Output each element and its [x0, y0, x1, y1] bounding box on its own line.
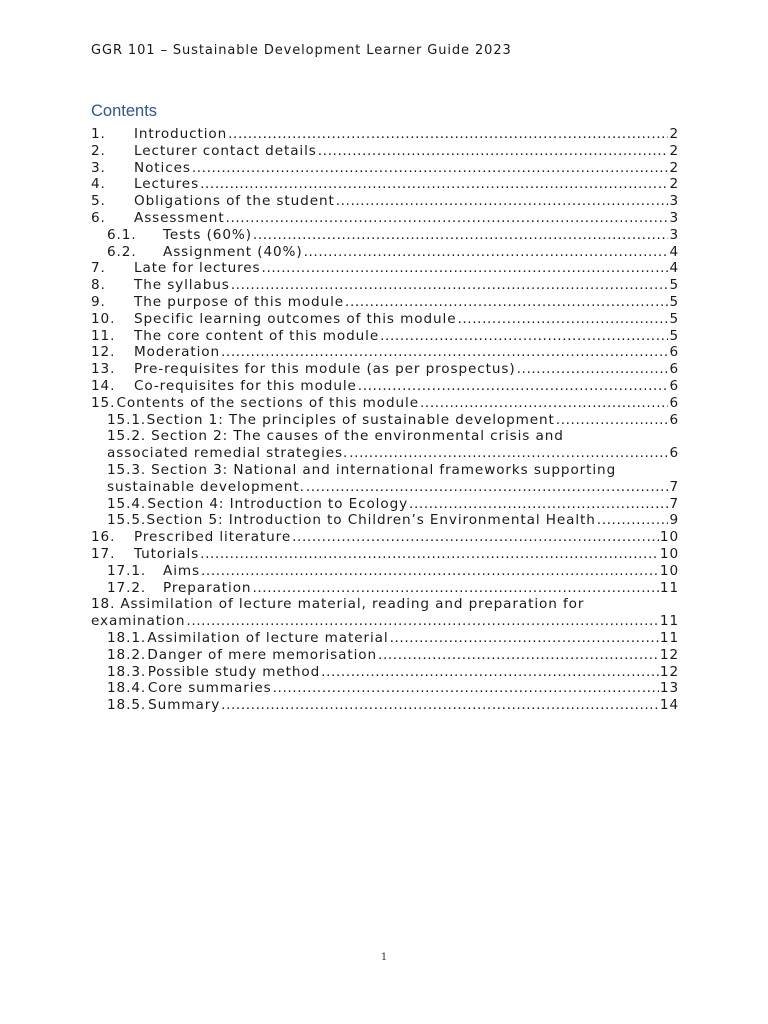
toc-entry-title: Assimilation of lecture material	[147, 629, 389, 646]
toc-entry-number: 18.	[91, 596, 116, 613]
toc-entry-number: 17.2.	[107, 579, 147, 596]
toc-leader-dots	[306, 479, 669, 496]
toc-entry[interactable]	[91, 697, 679, 714]
toc-entry-title: Tutorials	[134, 545, 200, 562]
table-of-contents	[91, 126, 679, 714]
toc-leader-dots	[409, 496, 668, 513]
toc-entry-title: Section 3: National and international frameworks supporting	[151, 461, 617, 478]
toc-entry[interactable]	[91, 412, 679, 429]
toc-entry[interactable]	[91, 210, 679, 227]
toc-leader-dots	[292, 529, 659, 546]
toc-entry-title: Aims	[163, 562, 201, 579]
toc-entry-title: Lecturer contact details	[134, 142, 317, 159]
toc-entry-title: Contents of the sections of this module	[116, 394, 419, 411]
toc-entry-page: 5	[669, 293, 679, 310]
toc-entry-title: Specific learning outcomes of this module	[134, 310, 457, 327]
toc-entry-number: 15.4.	[107, 495, 147, 512]
toc-entry-page: 4	[669, 260, 679, 277]
page-number: 1	[380, 952, 388, 963]
toc-entry-number: 9.	[91, 293, 106, 310]
toc-entry-title-continued: associated remedial strategies.	[107, 445, 349, 462]
toc-entry-page: 10	[659, 545, 679, 562]
toc-entry[interactable]	[91, 428, 679, 445]
toc-leader-dots	[597, 512, 669, 529]
toc-entry-number: 4.	[91, 176, 106, 193]
toc-entry-page: 6	[669, 411, 679, 428]
toc-leader-dots	[200, 176, 668, 193]
toc-entry-title-continued: sustainable development.	[107, 478, 305, 495]
toc-leader-dots	[221, 697, 659, 714]
toc-entry-number: 13.	[91, 361, 116, 378]
toc-leader-dots	[378, 647, 659, 664]
toc-entry-continuation[interactable]	[91, 479, 679, 496]
toc-entry[interactable]	[91, 462, 679, 479]
toc-entry-title: Moderation	[134, 344, 220, 361]
toc-entry[interactable]	[91, 378, 679, 395]
toc-entry-page: 2	[669, 176, 679, 193]
toc-leader-dots	[253, 227, 669, 244]
toc-entry-page: 14	[659, 697, 679, 714]
toc-entry-title: Assignment (40%)	[163, 243, 303, 260]
toc-leader-dots	[517, 361, 669, 378]
toc-entry-title: Summary	[148, 697, 221, 714]
toc-leader-dots	[186, 613, 658, 630]
toc-entry[interactable]	[91, 344, 679, 361]
toc-entry-number: 18.2.	[107, 646, 147, 663]
toc-entry-title: Notices	[134, 159, 191, 176]
toc-entry-number: 17.	[91, 545, 116, 562]
toc-entry-title-continued: examination	[91, 613, 186, 630]
toc-leader-dots	[231, 277, 669, 294]
toc-entry[interactable]	[91, 596, 679, 613]
toc-entry-number: 14.	[91, 377, 116, 394]
toc-entry-title: Section 2: The causes of the environmental crisis and	[151, 428, 564, 445]
toc-entry-page: 3	[669, 226, 679, 243]
toc-entry-page: 5	[669, 277, 679, 294]
toc-entry-title: Introduction	[134, 126, 228, 142]
toc-entry-number: 11.	[91, 327, 116, 344]
toc-leader-dots	[192, 160, 669, 177]
toc-heading: Contents	[91, 102, 158, 120]
toc-leader-dots	[273, 680, 659, 697]
toc-entry-title: Prescribed literature	[134, 529, 292, 546]
toc-entry-title: Section 4: Introduction to Ecology	[147, 495, 409, 512]
toc-entry-number: 12.	[91, 344, 116, 361]
toc-leader-dots	[304, 244, 669, 261]
toc-entry-page: 9	[669, 512, 679, 529]
toc-leader-dots	[318, 143, 669, 160]
toc-entry-number: 6.	[91, 209, 106, 226]
toc-entry[interactable]	[91, 160, 679, 177]
toc-entry-title: Assimilation of lecture material, reading and preparation for	[120, 596, 585, 613]
toc-entry-continuation[interactable]	[91, 613, 679, 630]
toc-entry[interactable]	[91, 260, 679, 277]
toc-entry-continuation[interactable]	[91, 445, 679, 462]
toc-entry[interactable]	[91, 580, 679, 597]
toc-entry[interactable]	[91, 664, 679, 681]
toc-entry-number: 1.	[91, 126, 106, 142]
toc-entry[interactable]	[91, 328, 679, 345]
toc-entry[interactable]	[91, 647, 679, 664]
toc-entry-number: 18.3.	[107, 663, 147, 680]
toc-entry[interactable]	[91, 395, 679, 412]
toc-entry-number: 8.	[91, 277, 106, 294]
document-header: GGR 101 – Sustainable Development Learner Guide 2023	[91, 43, 512, 58]
toc-entry-title: Section 1: The principles of sustainable development	[146, 411, 555, 428]
toc-entry-title: The purpose of this module	[134, 293, 345, 310]
toc-entry-page: 12	[659, 663, 679, 680]
toc-leader-dots	[349, 445, 668, 462]
toc-entry-title: Tests (60%)	[163, 226, 252, 243]
toc-entry-page: 6	[669, 445, 679, 462]
toc-leader-dots	[345, 294, 668, 311]
toc-leader-dots	[420, 395, 668, 412]
toc-leader-dots	[226, 210, 669, 227]
toc-leader-dots	[321, 664, 659, 681]
toc-entry-page: 11	[659, 629, 679, 646]
toc-entry[interactable]	[91, 193, 679, 210]
toc-entry[interactable]	[91, 176, 679, 193]
toc-leader-dots	[228, 126, 668, 143]
toc-entry-title: Lectures	[134, 176, 200, 193]
toc-entry-page: 7	[669, 495, 679, 512]
toc-entry[interactable]	[91, 680, 679, 697]
toc-entry-number: 15.3.	[107, 461, 147, 478]
toc-entry-page: 11	[659, 579, 679, 596]
toc-entry-title: Possible study method	[147, 663, 321, 680]
toc-entry-number: 6.1.	[107, 226, 137, 243]
toc-leader-dots	[221, 344, 668, 361]
toc-entry-number: 18.1.	[107, 629, 147, 646]
toc-entry-page: 10	[659, 529, 679, 546]
toc-entry-number: 5.	[91, 193, 106, 210]
toc-entry-number: 17.1.	[107, 562, 147, 579]
toc-entry[interactable]	[91, 563, 679, 580]
toc-leader-dots	[390, 630, 659, 647]
toc-leader-dots	[200, 546, 659, 563]
toc-entry[interactable]	[91, 311, 679, 328]
toc-leader-dots	[262, 260, 669, 277]
toc-entry-number: 15.1.	[107, 411, 147, 428]
toc-entry[interactable]	[91, 546, 679, 563]
toc-entry-title: Core summaries	[147, 680, 272, 697]
toc-leader-dots	[358, 378, 669, 395]
toc-entry[interactable]	[91, 143, 679, 160]
toc-entry-number: 16.	[91, 529, 116, 546]
toc-entry-page: 3	[669, 193, 679, 210]
toc-leader-dots	[556, 412, 669, 429]
toc-leader-dots	[201, 563, 659, 580]
toc-entry-page: 11	[659, 613, 679, 630]
toc-leader-dots	[252, 580, 658, 597]
toc-entry-title: The core content of this module	[134, 327, 380, 344]
toc-entry-page: 4	[669, 243, 679, 260]
toc-entry-page: 13	[659, 680, 679, 697]
toc-entry-title: Late for lectures	[134, 260, 261, 277]
toc-entry-title: Assessment	[134, 209, 225, 226]
toc-leader-dots	[457, 311, 668, 328]
toc-entry-page: 6	[669, 377, 679, 394]
toc-entry[interactable]	[91, 361, 679, 378]
toc-entry-page: 7	[669, 478, 679, 495]
toc-entry-page: 2	[669, 159, 679, 176]
toc-entry-number: 2.	[91, 142, 106, 159]
toc-entry[interactable]	[91, 630, 679, 647]
toc-entry-title: Section 5: Introduction to Children’s Environmental Health	[146, 512, 596, 529]
toc-entry-page: 5	[669, 327, 679, 344]
toc-entry[interactable]	[91, 496, 679, 513]
toc-entry[interactable]	[91, 126, 679, 143]
toc-entry-number: 7.	[91, 260, 106, 277]
toc-entry-number: 15.5.	[107, 512, 147, 529]
toc-entry-page: 5	[669, 310, 679, 327]
toc-entry-title: Pre-requisites for this module (as per prospectus)	[134, 361, 516, 378]
toc-entry[interactable]	[91, 277, 679, 294]
toc-entry-title: Obligations of the student	[134, 193, 335, 210]
toc-leader-dots	[380, 328, 668, 345]
toc-entry-number: 15.	[91, 394, 116, 411]
toc-entry[interactable]	[91, 529, 679, 546]
toc-entry-title: Danger of mere memorisation	[147, 646, 378, 663]
toc-entry-number: 18.5.	[107, 697, 147, 714]
toc-entry-page: 12	[659, 646, 679, 663]
toc-entry-number: 18.4.	[107, 680, 147, 697]
toc-entry[interactable]	[91, 244, 679, 261]
toc-entry-number: 6.2.	[107, 243, 137, 260]
toc-entry[interactable]	[91, 227, 679, 244]
toc-entry-page: 2	[669, 126, 679, 142]
toc-entry-page: 3	[669, 209, 679, 226]
toc-entry-page: 2	[669, 142, 679, 159]
toc-entry-title: Co-requisites for this module	[134, 377, 357, 394]
toc-entry-title: Preparation	[163, 579, 252, 596]
toc-entry[interactable]	[91, 512, 679, 529]
toc-entry-number: 15.2.	[107, 428, 147, 445]
toc-leader-dots	[336, 193, 669, 210]
toc-entry[interactable]	[91, 294, 679, 311]
toc-entry-number: 3.	[91, 159, 106, 176]
toc-entry-number: 10.	[91, 310, 116, 327]
toc-entry-page: 10	[659, 562, 679, 579]
toc-entry-page: 6	[669, 344, 679, 361]
toc-entry-page: 6	[669, 394, 679, 411]
toc-entry-title: The syllabus	[134, 277, 230, 294]
toc-entry-page: 6	[669, 361, 679, 378]
